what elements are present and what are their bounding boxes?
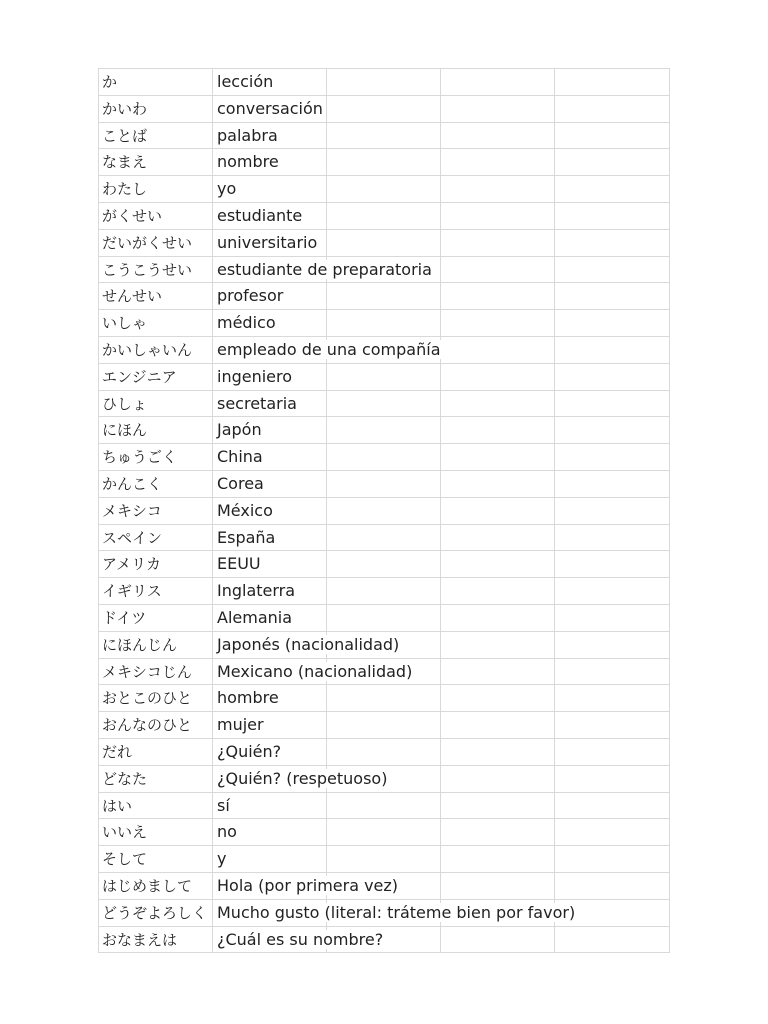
- japanese-word: ちゅうごく: [102, 448, 178, 467]
- spanish-translation: México: [217, 500, 273, 520]
- japanese-word-cell[interactable]: [99, 69, 213, 96]
- spanish-translation: hombre: [217, 688, 279, 708]
- japanese-word: いしゃ: [102, 314, 148, 333]
- japanese-word-cell[interactable]: [99, 337, 213, 364]
- spanish-translation: empleado de una compañía: [217, 340, 441, 359]
- japanese-word: どなた: [102, 769, 148, 788]
- empty-cell[interactable]: [327, 96, 441, 123]
- spanish-translation-cell[interactable]: [213, 69, 327, 96]
- empty-cell[interactable]: [441, 257, 555, 284]
- japanese-word-cell[interactable]: [99, 685, 213, 712]
- table-row: [99, 685, 670, 712]
- japanese-word: イギリス: [102, 582, 162, 601]
- spanish-translation-cell[interactable]: [213, 900, 576, 927]
- spanish-translation-cell[interactable]: [213, 793, 327, 820]
- empty-cell[interactable]: [327, 819, 441, 846]
- spanish-translation-cell[interactable]: [213, 659, 413, 686]
- empty-cell[interactable]: [327, 578, 441, 605]
- empty-cell[interactable]: [555, 96, 670, 123]
- spanish-translation-cell[interactable]: [213, 257, 432, 284]
- spanish-translation: y: [217, 849, 227, 869]
- japanese-word-cell[interactable]: [99, 605, 213, 632]
- japanese-word-cell[interactable]: [99, 712, 213, 739]
- spanish-translation-cell[interactable]: [213, 230, 327, 257]
- spanish-translation-cell[interactable]: [213, 685, 327, 712]
- table-row: [99, 471, 670, 498]
- table-row: [99, 578, 670, 605]
- vocabulary-table: [98, 68, 670, 953]
- empty-cell[interactable]: [555, 337, 670, 364]
- japanese-word-cell[interactable]: [99, 310, 213, 337]
- empty-cell[interactable]: [441, 873, 555, 900]
- spanish-translation-cell[interactable]: [213, 578, 327, 605]
- spanish-translation-cell[interactable]: [213, 739, 327, 766]
- empty-cell[interactable]: [327, 283, 441, 310]
- japanese-word-cell[interactable]: [99, 739, 213, 766]
- spanish-translation: Corea: [217, 474, 264, 493]
- empty-cell[interactable]: [555, 793, 670, 820]
- table-row: [99, 498, 670, 525]
- japanese-word: ひしょ: [102, 394, 148, 413]
- spanish-translation-cell[interactable]: [213, 819, 327, 846]
- empty-cell[interactable]: [555, 69, 670, 96]
- empty-cell[interactable]: [555, 498, 670, 525]
- spanish-translation: conversación: [217, 98, 323, 118]
- empty-cell[interactable]: [555, 391, 670, 418]
- table-row: [99, 551, 670, 578]
- empty-cell[interactable]: [327, 149, 441, 176]
- japanese-word: わたし: [102, 180, 148, 199]
- empty-cell[interactable]: [555, 766, 670, 793]
- empty-cell[interactable]: [327, 551, 441, 578]
- empty-cell[interactable]: [555, 819, 670, 846]
- empty-cell[interactable]: [555, 525, 670, 552]
- empty-cell[interactable]: [555, 203, 670, 230]
- empty-cell[interactable]: [555, 310, 670, 337]
- japanese-word-cell[interactable]: [99, 391, 213, 418]
- japanese-word-cell[interactable]: [99, 793, 213, 820]
- japanese-word-cell[interactable]: [99, 364, 213, 391]
- empty-cell[interactable]: [441, 123, 555, 150]
- empty-cell[interactable]: [441, 578, 555, 605]
- table-row: [99, 846, 670, 873]
- empty-cell[interactable]: [555, 417, 670, 444]
- empty-cell[interactable]: [441, 364, 555, 391]
- empty-cell[interactable]: [327, 310, 441, 337]
- japanese-word-cell[interactable]: [99, 176, 213, 203]
- empty-cell[interactable]: [441, 605, 555, 632]
- table-row: [99, 391, 670, 418]
- japanese-word: せんせい: [102, 287, 163, 306]
- spanish-translation: mujer: [217, 715, 264, 735]
- japanese-word-cell[interactable]: [99, 578, 213, 605]
- empty-cell[interactable]: [441, 149, 555, 176]
- spanish-translation-cell[interactable]: [213, 149, 327, 176]
- japanese-word-cell[interactable]: [99, 819, 213, 846]
- empty-cell[interactable]: [555, 149, 670, 176]
- empty-cell[interactable]: [441, 927, 555, 954]
- empty-cell[interactable]: [441, 846, 555, 873]
- japanese-word: メキシコ: [102, 501, 162, 520]
- empty-cell[interactable]: [441, 793, 555, 820]
- japanese-word-cell[interactable]: [99, 283, 213, 310]
- spanish-translation: Inglaterra: [217, 581, 296, 601]
- table-row: [99, 96, 670, 123]
- spanish-translation: Hola (por primera vez): [217, 876, 399, 895]
- empty-cell[interactable]: [555, 927, 670, 954]
- table-row: [99, 364, 670, 391]
- japanese-word-cell[interactable]: [99, 471, 213, 498]
- spanish-translation: Japón: [217, 420, 262, 440]
- empty-cell[interactable]: [555, 873, 670, 900]
- japanese-word: か: [102, 73, 118, 91]
- spanish-translation-cell[interactable]: [213, 498, 327, 525]
- spanish-translation: China: [217, 447, 263, 467]
- japanese-word-cell[interactable]: [99, 632, 213, 659]
- japanese-word: にほん: [102, 421, 148, 440]
- empty-cell[interactable]: [327, 176, 441, 203]
- spanish-translation: nombre: [217, 152, 279, 172]
- empty-cell[interactable]: [441, 525, 555, 552]
- table-row: [99, 605, 670, 632]
- empty-cell[interactable]: [555, 659, 670, 686]
- empty-cell[interactable]: [555, 739, 670, 766]
- empty-cell[interactable]: [441, 176, 555, 203]
- spanish-translation: sí: [217, 795, 230, 815]
- empty-cell[interactable]: [555, 176, 670, 203]
- table-row: [99, 739, 670, 766]
- empty-cell[interactable]: [555, 551, 670, 578]
- japanese-word: ドイツ: [102, 609, 147, 627]
- table-row: [99, 203, 670, 230]
- spanish-translation-cell[interactable]: [213, 337, 441, 364]
- empty-cell[interactable]: [327, 525, 441, 552]
- table-row: [99, 444, 670, 471]
- empty-cell[interactable]: [555, 471, 670, 498]
- spanish-translation: Mucho gusto (literal: tráteme bien por favor): [217, 902, 576, 922]
- spanish-translation: médico: [217, 313, 276, 333]
- spanish-translation-cell[interactable]: [213, 96, 327, 123]
- empty-cell[interactable]: [441, 712, 555, 739]
- japanese-word: おとこのひと: [102, 689, 193, 708]
- empty-cell[interactable]: [441, 283, 555, 310]
- table-row: [99, 176, 670, 203]
- empty-cell[interactable]: [327, 846, 441, 873]
- japanese-word-cell[interactable]: [99, 846, 213, 873]
- japanese-word: こうこうせい: [102, 260, 193, 279]
- japanese-word-cell[interactable]: [99, 123, 213, 150]
- table-row: [99, 659, 670, 686]
- table-row: [99, 900, 670, 927]
- japanese-word-cell[interactable]: [99, 551, 213, 578]
- spanish-translation: Alemania: [217, 608, 293, 627]
- spanish-translation: universitario: [217, 232, 318, 252]
- empty-cell[interactable]: [327, 444, 441, 471]
- japanese-word-cell[interactable]: [99, 444, 213, 471]
- empty-cell[interactable]: [555, 364, 670, 391]
- spanish-translation: Japonés (nacionalidad): [217, 634, 400, 654]
- spanish-translation-cell[interactable]: [213, 846, 327, 873]
- spanish-translation-cell[interactable]: [213, 444, 327, 471]
- empty-cell[interactable]: [441, 659, 555, 686]
- empty-cell[interactable]: [441, 96, 555, 123]
- japanese-word-cell[interactable]: [99, 257, 213, 284]
- spanish-translation: EEUU: [217, 554, 261, 574]
- spanish-translation: yo: [217, 179, 237, 199]
- japanese-word: がくせい: [102, 207, 163, 225]
- empty-cell[interactable]: [327, 793, 441, 820]
- spanish-translation: España: [217, 527, 276, 547]
- spanish-translation-cell[interactable]: [213, 310, 327, 337]
- japanese-word-cell[interactable]: [99, 230, 213, 257]
- japanese-word: はじめまして: [102, 877, 193, 895]
- spanish-translation: secretaria: [217, 393, 297, 413]
- empty-cell[interactable]: [327, 605, 441, 632]
- japanese-word: かいわ: [102, 99, 148, 118]
- empty-cell[interactable]: [555, 685, 670, 712]
- empty-cell[interactable]: [555, 283, 670, 310]
- table-row: [99, 149, 670, 176]
- japanese-word: どうぞよろしく: [102, 903, 208, 922]
- spanish-translation: palabra: [217, 125, 278, 145]
- empty-cell[interactable]: [327, 498, 441, 525]
- table-row: [99, 123, 670, 150]
- japanese-word-cell[interactable]: [99, 927, 213, 954]
- spanish-translation: ¿Cuál es su nombre?: [217, 929, 384, 949]
- spanish-translation: Mexicano (nacionalidad): [217, 661, 413, 681]
- spanish-translation: ingeniero: [217, 366, 293, 386]
- table-row: [99, 632, 670, 659]
- empty-cell[interactable]: [555, 444, 670, 471]
- spanish-translation-cell[interactable]: [213, 283, 327, 310]
- japanese-word-cell[interactable]: [99, 203, 213, 230]
- empty-cell[interactable]: [441, 739, 555, 766]
- table-row: [99, 257, 670, 284]
- empty-cell[interactable]: [327, 471, 441, 498]
- japanese-word: はい: [102, 796, 133, 815]
- japanese-word: スペイン: [102, 528, 163, 547]
- empty-cell[interactable]: [441, 444, 555, 471]
- table-row: [99, 417, 670, 444]
- spanish-translation-cell[interactable]: [213, 203, 327, 230]
- spanish-translation: lección: [217, 72, 274, 91]
- empty-cell[interactable]: [555, 230, 670, 257]
- japanese-word-cell[interactable]: [99, 525, 213, 552]
- japanese-word-cell[interactable]: [99, 96, 213, 123]
- empty-cell[interactable]: [327, 685, 441, 712]
- japanese-word-cell[interactable]: [99, 900, 213, 927]
- spanish-translation-cell[interactable]: [213, 391, 327, 418]
- empty-cell[interactable]: [441, 498, 555, 525]
- empty-cell[interactable]: [555, 123, 670, 150]
- empty-cell[interactable]: [441, 551, 555, 578]
- spanish-translation-cell[interactable]: [213, 123, 327, 150]
- japanese-word-cell[interactable]: [99, 873, 213, 900]
- spanish-translation-cell[interactable]: [213, 364, 327, 391]
- empty-cell[interactable]: [441, 230, 555, 257]
- japanese-word: おなまえは: [102, 930, 178, 949]
- japanese-word-cell[interactable]: [99, 417, 213, 444]
- empty-cell[interactable]: [441, 203, 555, 230]
- empty-cell[interactable]: [327, 230, 441, 257]
- empty-cell[interactable]: [441, 69, 555, 96]
- spanish-translation: ¿Quién? (respetuoso): [217, 768, 388, 788]
- empty-cell[interactable]: [327, 69, 441, 96]
- spanish-translation-cell[interactable]: [213, 873, 399, 900]
- table-row: [99, 525, 670, 552]
- empty-cell[interactable]: [555, 257, 670, 284]
- empty-cell[interactable]: [441, 632, 555, 659]
- spanish-translation-cell[interactable]: [213, 417, 327, 444]
- empty-cell[interactable]: [327, 712, 441, 739]
- empty-cell[interactable]: [327, 123, 441, 150]
- spanish-translation-cell[interactable]: [213, 927, 384, 954]
- empty-cell[interactable]: [555, 605, 670, 632]
- japanese-word: だれ: [102, 743, 133, 761]
- spanish-translation-cell[interactable]: [213, 525, 327, 552]
- table-row: [99, 873, 670, 900]
- empty-cell[interactable]: [327, 417, 441, 444]
- spanish-translation-cell[interactable]: [213, 551, 327, 578]
- table-row: [99, 712, 670, 739]
- empty-cell[interactable]: [555, 578, 670, 605]
- japanese-word-cell[interactable]: [99, 659, 213, 686]
- japanese-word: ことば: [102, 126, 148, 145]
- empty-cell[interactable]: [555, 632, 670, 659]
- japanese-word: かいしゃいん: [102, 341, 193, 359]
- japanese-word: いいえ: [102, 823, 148, 842]
- table-row: [99, 310, 670, 337]
- spanish-translation-cell[interactable]: [213, 712, 327, 739]
- japanese-word: アメリカ: [102, 555, 161, 574]
- empty-cell[interactable]: [441, 391, 555, 418]
- japanese-word: おんなのひと: [102, 716, 193, 735]
- spanish-translation-cell[interactable]: [213, 471, 327, 498]
- empty-cell[interactable]: [441, 766, 555, 793]
- table-row: [99, 283, 670, 310]
- empty-cell[interactable]: [555, 712, 670, 739]
- japanese-word: にほんじん: [102, 635, 178, 654]
- empty-cell[interactable]: [441, 337, 555, 364]
- japanese-word: かんこく: [102, 475, 163, 493]
- japanese-word: だいがくせい: [102, 233, 193, 252]
- empty-cell[interactable]: [555, 846, 670, 873]
- empty-cell[interactable]: [327, 739, 441, 766]
- spanish-translation-cell[interactable]: [213, 605, 327, 632]
- empty-cell[interactable]: [441, 819, 555, 846]
- empty-cell[interactable]: [441, 685, 555, 712]
- empty-cell[interactable]: [327, 364, 441, 391]
- spanish-translation: profesor: [217, 286, 284, 306]
- japanese-word: なまえ: [102, 153, 148, 172]
- japanese-word: エンジニア: [102, 367, 177, 386]
- empty-cell[interactable]: [441, 310, 555, 337]
- empty-cell[interactable]: [327, 391, 441, 418]
- japanese-word-cell[interactable]: [99, 766, 213, 793]
- japanese-word-cell[interactable]: [99, 149, 213, 176]
- table-row: [99, 766, 670, 793]
- table-row: [99, 927, 670, 954]
- table-row: [99, 69, 670, 96]
- empty-cell[interactable]: [441, 417, 555, 444]
- japanese-word-cell[interactable]: [99, 498, 213, 525]
- japanese-word: そして: [102, 850, 148, 869]
- japanese-word: メキシコじん: [102, 662, 192, 681]
- spanish-translation: estudiante de preparatoria: [217, 259, 432, 279]
- spanish-translation: ¿Quién?: [217, 742, 282, 761]
- spanish-translation-cell[interactable]: [213, 766, 388, 793]
- table-row: [99, 819, 670, 846]
- table-row: [99, 793, 670, 820]
- empty-cell[interactable]: [441, 471, 555, 498]
- spanish-translation: no: [217, 822, 237, 842]
- spanish-translation: estudiante: [217, 206, 303, 225]
- table-row: [99, 230, 670, 257]
- spanish-translation-cell[interactable]: [213, 632, 400, 659]
- spanish-translation-cell[interactable]: [213, 176, 327, 203]
- empty-cell[interactable]: [327, 203, 441, 230]
- table-row: [99, 337, 670, 364]
